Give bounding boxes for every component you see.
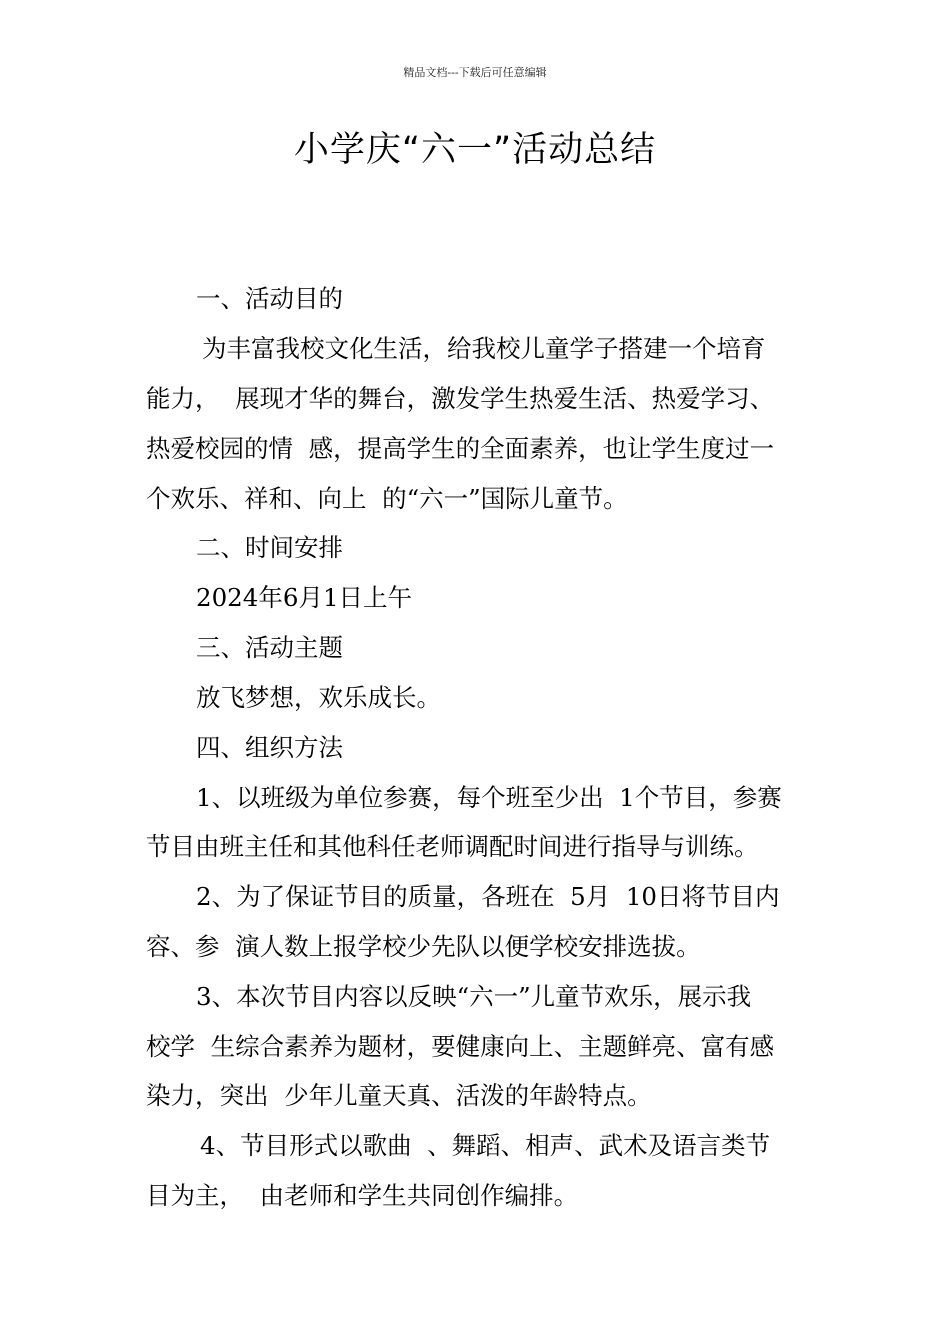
paragraph-line: 3、本次节目内容以反映“六一”儿童节欢乐，展示我	[196, 982, 752, 1011]
paragraph-line: 校学 生综合素养为题材，要健康向上、主题鲜亮、富有感	[146, 1032, 775, 1061]
paragraph-line: 目为主， 由老师和学生共同创作编排。	[146, 1181, 579, 1210]
section-heading-purpose: 一、活动目的	[196, 284, 343, 313]
paragraph-line: 为丰富我校文化生活，给我校儿童学子搭建一个培育	[202, 334, 766, 363]
paragraph-line: 4、节目形式以歌曲 、舞蹈、相声、武术及语言类节	[200, 1131, 771, 1160]
theme-text: 放飞梦想，欢乐成长。	[196, 683, 441, 712]
paragraph-line: 个欢乐、祥和、向上 的“六一”国际儿童节。	[146, 484, 628, 513]
schedule-date: 2024年6月1日上午	[196, 583, 413, 612]
section-heading-organization: 四、组织方法	[196, 733, 343, 762]
paragraph-line: 2、为了保证节目的质量，各班在 5月 10日将节目内	[196, 882, 780, 911]
document-title: 小学庆“六一”活动总结	[293, 130, 657, 170]
section-heading-schedule: 二、时间安排	[196, 533, 343, 562]
paragraph-line: 热爱校园的情 感，提高学生的全面素养，也让学生度过一	[146, 434, 775, 463]
paragraph-line: 容、参 演人数上报学校少先队以便学校安排选拔。	[146, 932, 701, 961]
paragraph-line: 染力，突出 少年儿童天真、活泼的年龄特点。	[146, 1081, 652, 1110]
section-heading-theme: 三、活动主题	[196, 633, 343, 662]
paragraph-line: 节目由班主任和其他科任老师调配时间进行指导与训练。	[146, 832, 759, 861]
header-note: 精品文档---下载后可任意编辑	[403, 66, 547, 79]
paragraph-line: 能力， 展现才华的舞台，激发学生热爱生活、热爱学习、	[146, 384, 775, 413]
paragraph-line: 1、以班级为单位参赛，每个班至少出 1个节目，参赛	[196, 783, 782, 812]
